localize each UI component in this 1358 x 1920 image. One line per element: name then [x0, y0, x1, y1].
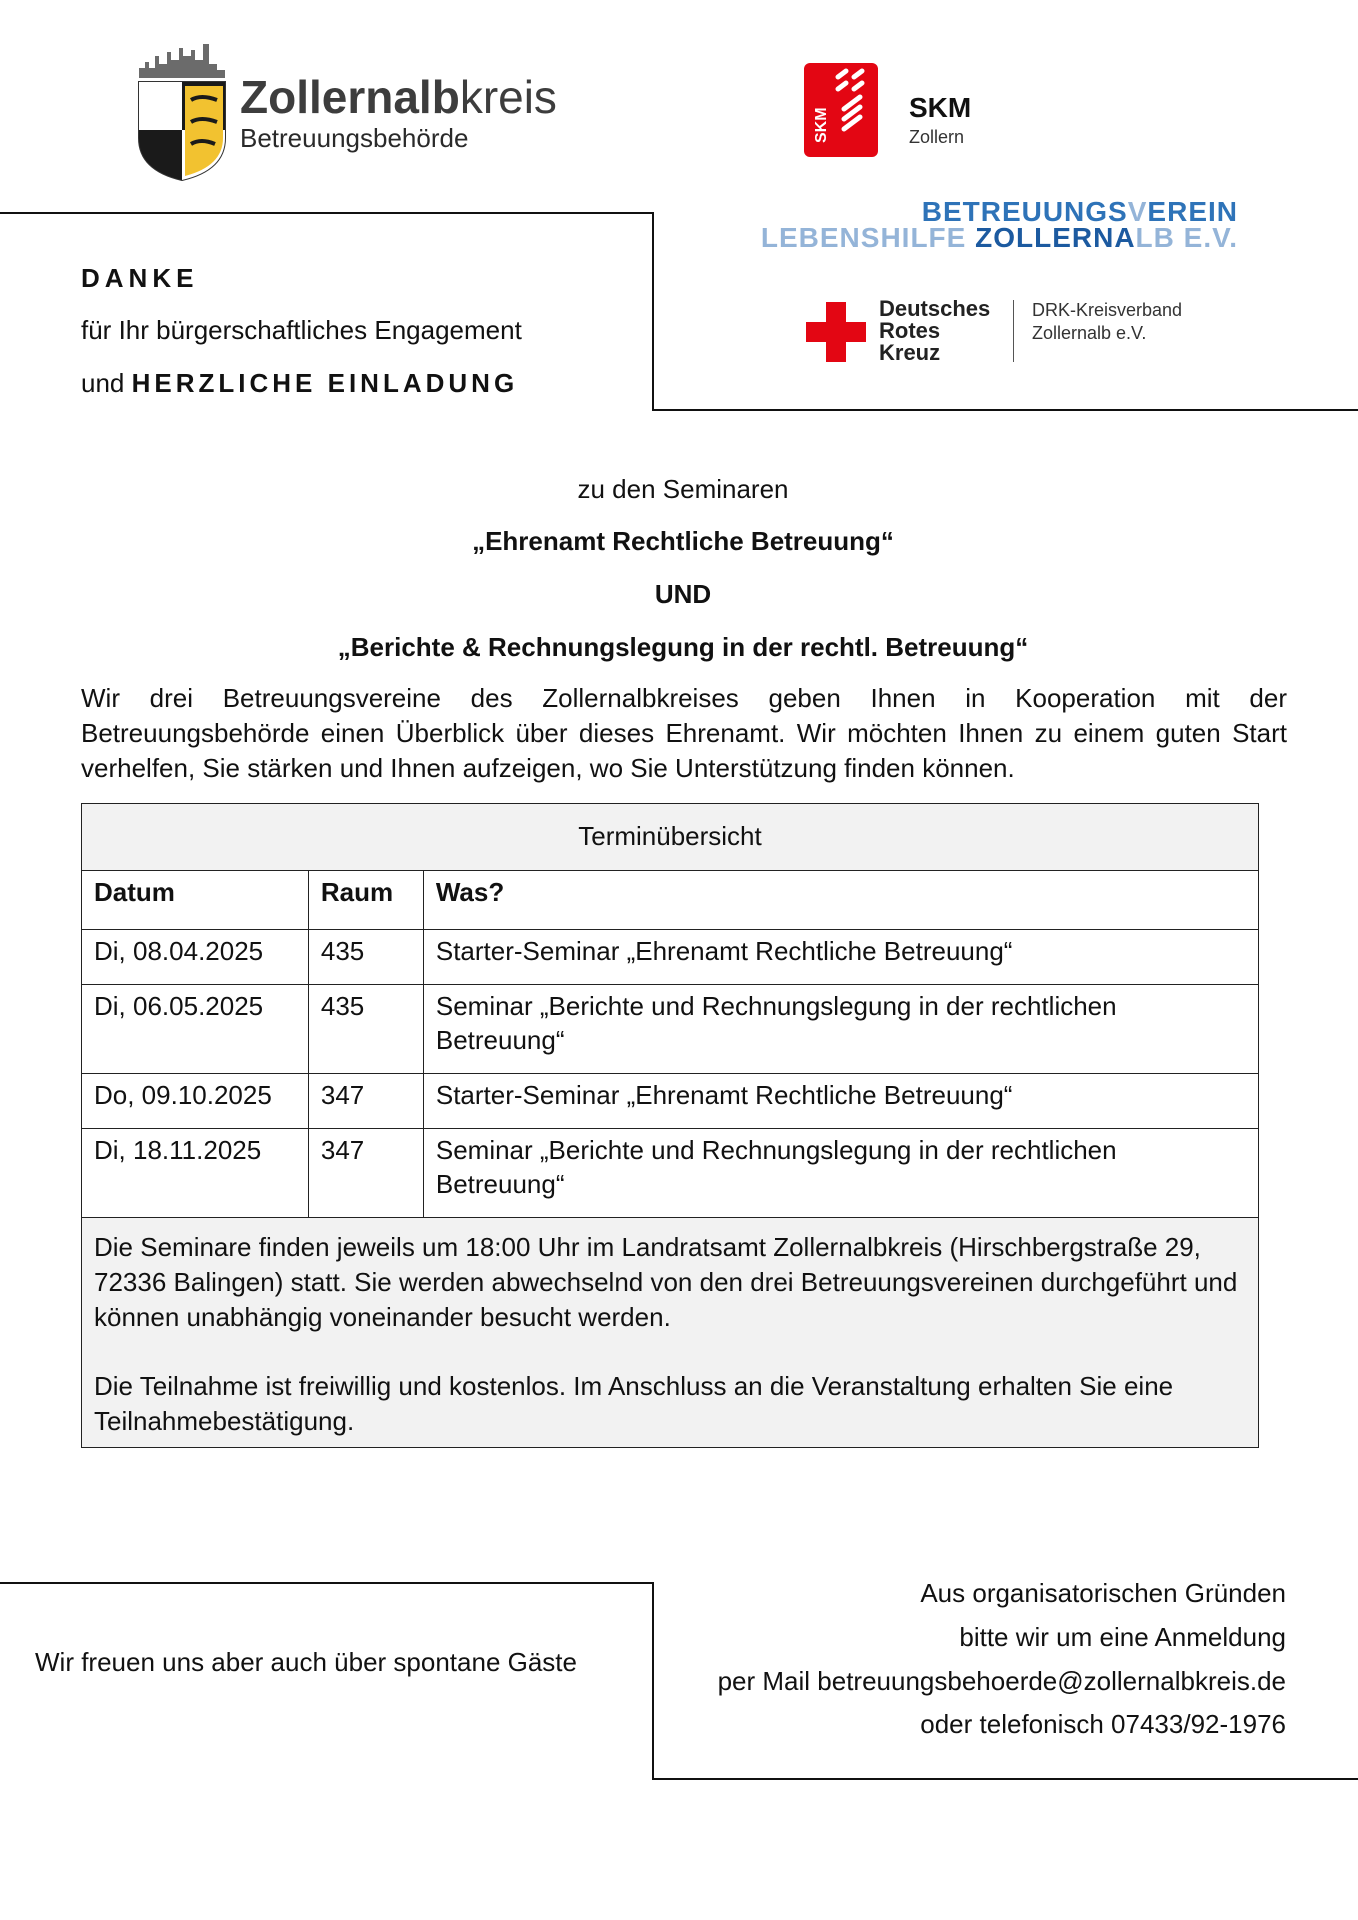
lebenshilfe-logo-line2: LEBENSHILFE ZOLLERNALB E.V. — [760, 222, 1238, 253]
note-location: Die Seminare finden jeweils um 18:00 Uhr im Landratsamt Zollernalbkreis (Hirschbergstraße 29, 72336 Balingen) statt. Sie werden abwechselnd von den drei Betreuungsvereinen durchgeführt und können unabhängig voneinander besucht werden. — [94, 1232, 1238, 1332]
footer-frame-vertical — [652, 1582, 654, 1780]
cell-raum: 347 — [308, 1129, 423, 1218]
table-row — [82, 930, 1259, 985]
drk-logo-name: Deutsches Rotes Kreuz — [879, 296, 991, 365]
cell-was: Seminar „Berichte und Rechnungslegung in der rechtlichen Betreuung“ — [423, 985, 1258, 1074]
table-header-row — [82, 871, 1259, 930]
seminar-title-1: „Ehrenamt Rechtliche Betreuung“ — [472, 526, 894, 556]
top-frame-vertical — [652, 212, 654, 411]
einladung-text: und HERZLICHE EINLADUNG — [81, 368, 519, 398]
zollernalbkreis-logo-title: Zollernalbkreis — [240, 71, 557, 123]
cell-datum: Do, 09.10.2025 — [82, 1074, 309, 1129]
cell-was: Starter-Seminar „Ehrenamt Rechtliche Betreuung“ — [423, 930, 1258, 985]
cell-datum: Di, 08.04.2025 — [82, 930, 309, 985]
note-participation: Die Teilnahme ist freiwillig und kostenlos. Im Anschluss an die Veranstaltung erhalten Sie eine Teilnahmebestätigung. — [94, 1371, 1174, 1436]
skm-logo-name: SKM — [909, 92, 972, 123]
seminar-und: UND — [654, 579, 712, 609]
seminar-title-2: „Berichte & Rechnungslegung in der rechtl. Betreuung“ — [337, 632, 1029, 662]
footer-frame-bottom — [652, 1778, 1358, 1780]
table-row — [82, 985, 1259, 1074]
registration-phone: oder telefonisch 07433/92-1976 — [920, 1709, 1286, 1739]
seminar-intro-line: zu den Seminaren — [577, 474, 789, 504]
top-frame-bottom — [652, 409, 1358, 411]
table-row — [82, 1074, 1259, 1129]
danke-heading: DANKE — [81, 263, 199, 293]
engagement-text: für Ihr bürgerschaftliches Engagement — [81, 315, 522, 345]
registration-email: per Mail betreuungsbehoerde@zollernalbkreis.de — [717, 1666, 1286, 1696]
skm-logo-icon — [804, 63, 878, 157]
cell-raum: 435 — [308, 985, 423, 1074]
table-notes — [82, 1218, 1259, 1448]
column-header-raum: Raum — [308, 871, 423, 930]
drk-logo-subtitle: DRK-Kreisverband Zollernalb e.V. — [1032, 300, 1183, 343]
cell-raum: 435 — [308, 930, 423, 985]
registration-line-2: bitte wir um eine Anmeldung — [959, 1622, 1286, 1652]
schedule-table — [81, 803, 1259, 1448]
skm-logo-subtitle: Zollern — [909, 127, 965, 147]
registration-line-1: Aus organisatorischen Gründen — [920, 1578, 1286, 1608]
zollernalbkreis-logo-subtitle: Betreuungsbehörde — [240, 123, 469, 153]
cell-datum: Di, 06.05.2025 — [82, 985, 309, 1074]
column-header-was: Was? — [423, 871, 1258, 930]
cell-was: Starter-Seminar „Ehrenamt Rechtliche Betreuung“ — [423, 1074, 1258, 1129]
table-row — [82, 1129, 1259, 1218]
cell-was: Seminar „Berichte und Rechnungslegung in der rechtlichen Betreuung“ — [423, 1129, 1258, 1218]
spontaneous-guests-text: Wir freuen uns aber auch über spontane Gäste — [35, 1647, 577, 1677]
zollernalbkreis-coat-of-arms-icon — [137, 42, 227, 182]
skm-badge-text: SKM — [813, 107, 830, 143]
lebenshilfe-logo-line1: BETREUUNGSVEREIN — [921, 196, 1238, 227]
drk-logo-divider — [1013, 300, 1014, 362]
table-title: Terminübersicht — [82, 804, 1259, 871]
cell-raum: 347 — [308, 1074, 423, 1129]
top-frame-horizontal — [0, 212, 654, 214]
column-header-datum: Datum — [82, 871, 309, 930]
red-cross-icon — [806, 302, 866, 362]
intro-paragraph: Wir drei Betreuungsvereine des Zollernalbkreises geben Ihnen in Kooperation mit der Betreuungsbehörde einen Überblick über dieses Ehrenamt. Wir möchten Ihnen zu einem guten Start verhelfen, Sie stärken und Ihnen aufzeigen, wo Sie Unterstützung finden können. — [81, 683, 1287, 783]
cell-datum: Di, 18.11.2025 — [82, 1129, 309, 1218]
footer-frame-top — [0, 1582, 654, 1584]
